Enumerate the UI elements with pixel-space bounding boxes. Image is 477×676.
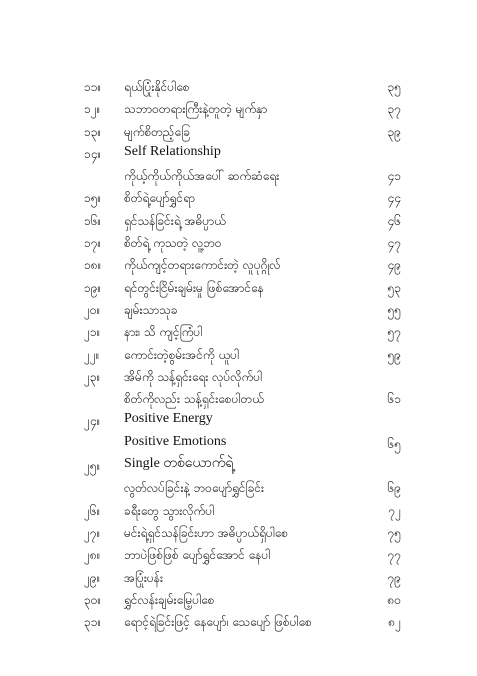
entry-page: ၅၅	[387, 302, 401, 317]
toc-entry[interactable]	[0, 299, 477, 321]
entry-page: ၃၅	[387, 80, 401, 94]
entry-title: Self Relationship	[124, 143, 221, 159]
entry-page: ၅၇	[387, 325, 401, 340]
entry-title: ဘာပဲဖြစ်ဖြစ် ပျော်ရွှင်အောင် နေပါ	[124, 548, 271, 563]
entry-page: ၇၉	[387, 570, 401, 585]
entry-number: ၃၁။	[84, 615, 102, 630]
entry-number: ၂၃။	[84, 369, 101, 384]
entry-title: မျက်စိတည့်ခြေ	[124, 124, 191, 139]
entry-number: ၂၈။	[84, 548, 101, 563]
entry-title: ရှင်သန်ခြင်းရဲ့ အဓိပ္ပာယ်	[124, 213, 226, 228]
entry-page: ၇၂	[388, 503, 401, 518]
entry-page: ၅၉	[387, 347, 401, 362]
toc-entry[interactable]	[0, 143, 477, 165]
entry-page: ၅၃	[387, 280, 401, 295]
entry-title: စိတ်ရဲ့ ကုသတဲ့ လူ့ဘဝ	[124, 236, 222, 251]
entry-page: ၈၀	[387, 592, 401, 607]
entry-title: ကောင်းတဲ့စွမ်းအင်ကို ယူပါ	[124, 347, 240, 362]
toc-entry[interactable]	[0, 210, 477, 232]
entry-title: Single တစ်ယောက်ရဲ့	[124, 456, 234, 472]
entry-page: ၃၉	[387, 124, 401, 139]
entry-number: ၁၃။	[84, 124, 102, 139]
entry-number: ၂၁။	[84, 325, 101, 340]
entry-number: ၁၆။	[84, 213, 102, 228]
toc-entry[interactable]	[0, 366, 477, 388]
entry-title: ကိုယ်ကျင့်တရားကောင်းတဲ့ လူပုဂ္ဂိုလ်	[124, 258, 281, 273]
entry-title: Positive Energy	[124, 411, 213, 427]
entry-title: မင်းရဲ့ရှင်သန်ခြင်းဟာ အဓိပ္ပာယ်ရှိပါစေ	[124, 525, 289, 540]
entry-number: ၂၀။	[84, 302, 101, 317]
toc-entry[interactable]	[0, 589, 477, 611]
entry-page: ၈၂	[388, 615, 401, 630]
entry-number: ၁၂။	[84, 102, 101, 117]
entry-page: ၆၁	[387, 392, 401, 407]
toc-entry-continuation[interactable]	[0, 388, 477, 410]
entry-page: ၄၆	[387, 213, 401, 228]
entry-number: ၂၇။	[84, 525, 101, 540]
toc-entry[interactable]	[0, 455, 477, 477]
toc-entry[interactable]	[0, 611, 477, 633]
toc-entry[interactable]	[0, 344, 477, 366]
toc-entry[interactable]	[0, 321, 477, 343]
toc-entry[interactable]	[0, 277, 477, 299]
entry-page: ၇၅	[387, 525, 401, 540]
toc-entry[interactable]	[0, 98, 477, 120]
entry-title: ရောင့်ရဲခြင်းဖြင့် နေပျော်၊ သေပျော် ဖြစ်ပါစေ	[124, 615, 312, 630]
entry-title: နား၊ သိ ကျင့်ကြံပါ	[124, 325, 203, 340]
entry-title: ရွှင်လန်းချမ်းမြေ့ပါစေ	[124, 592, 215, 607]
entry-number: ၃၀။	[84, 592, 102, 607]
entry-number: ၂၅။	[84, 459, 101, 474]
entry-number: ၁၁။	[84, 80, 102, 94]
entry-number: ၂၄။	[84, 414, 101, 429]
entry-page: ၄၇	[387, 236, 401, 251]
toc-entry-continuation[interactable]	[0, 165, 477, 187]
toc-entry[interactable]	[0, 500, 477, 522]
entry-number: ၁၈။	[84, 258, 102, 273]
entry-number: ၁၅။	[84, 191, 102, 206]
entry-title: ချမ်းသာသုခ	[124, 302, 178, 317]
table-of-contents	[0, 76, 477, 633]
entry-page: ၃၇	[387, 102, 401, 117]
entry-title: Positive Emotions	[124, 433, 227, 449]
entry-page: ၄၉	[387, 258, 401, 273]
entry-page: ၆၅	[387, 436, 401, 451]
entry-title: သဘာဝတရားကြီးနဲ့တူတဲ့ မျက်နှာ	[124, 102, 268, 117]
entry-title: စိတ်ရဲ့ပျော်ရွှင်ရာ	[124, 191, 195, 206]
entry-number: ၂၉။	[84, 570, 101, 585]
entry-title: ခရီးတွေ သွားလိုက်ပါ	[124, 503, 215, 518]
toc-entry[interactable]	[0, 522, 477, 544]
entry-page: ၄၁	[387, 169, 401, 184]
toc-entry[interactable]	[0, 567, 477, 589]
entry-page: ၄၄	[387, 191, 401, 206]
entry-number: ၂၂။	[84, 347, 100, 362]
entry-title: အပြုံးပန်း	[124, 570, 164, 585]
entry-number: ၁၇။	[84, 236, 102, 251]
entry-title: စိတ်ကိုလည်း သန့်ရှင်းစေပါတယ်	[124, 392, 264, 407]
entry-title: အိမ်ကို သန့်ရှင်းရေး လုပ်လိုက်ပါ	[124, 369, 263, 384]
entry-number: ၁၉။	[84, 280, 102, 295]
toc-entry-continuation[interactable]	[0, 477, 477, 499]
entry-number: ၂၆။	[84, 503, 101, 518]
entry-title: ရင်တွင်းငြိမ်းချမ်းမှု ဖြစ်အောင်နေ	[124, 280, 264, 295]
toc-entry[interactable]	[0, 410, 477, 432]
entry-title: ရယ်ပြုံးနိုင်ပါစေ	[124, 80, 190, 94]
entry-title: လွတ်လပ်ခြင်းနဲ့ ဘဝပျော်ရွှင်ခြင်း	[124, 481, 265, 496]
entry-page: ၇၇	[387, 548, 401, 563]
toc-entry[interactable]	[0, 254, 477, 276]
toc-entry[interactable]	[0, 121, 477, 143]
entry-page: ၆၉	[387, 481, 401, 496]
toc-entry[interactable]	[0, 187, 477, 209]
toc-entry[interactable]	[0, 232, 477, 254]
toc-entry-continuation[interactable]	[0, 433, 477, 455]
entry-title: ကိုယ့်ကိုယ်ကိုယ်အပေါ် ဆက်ဆံရေး	[124, 169, 280, 184]
toc-entry[interactable]	[0, 544, 477, 566]
toc-entry[interactable]	[0, 76, 477, 98]
entry-number: ၁၄။	[84, 146, 102, 161]
